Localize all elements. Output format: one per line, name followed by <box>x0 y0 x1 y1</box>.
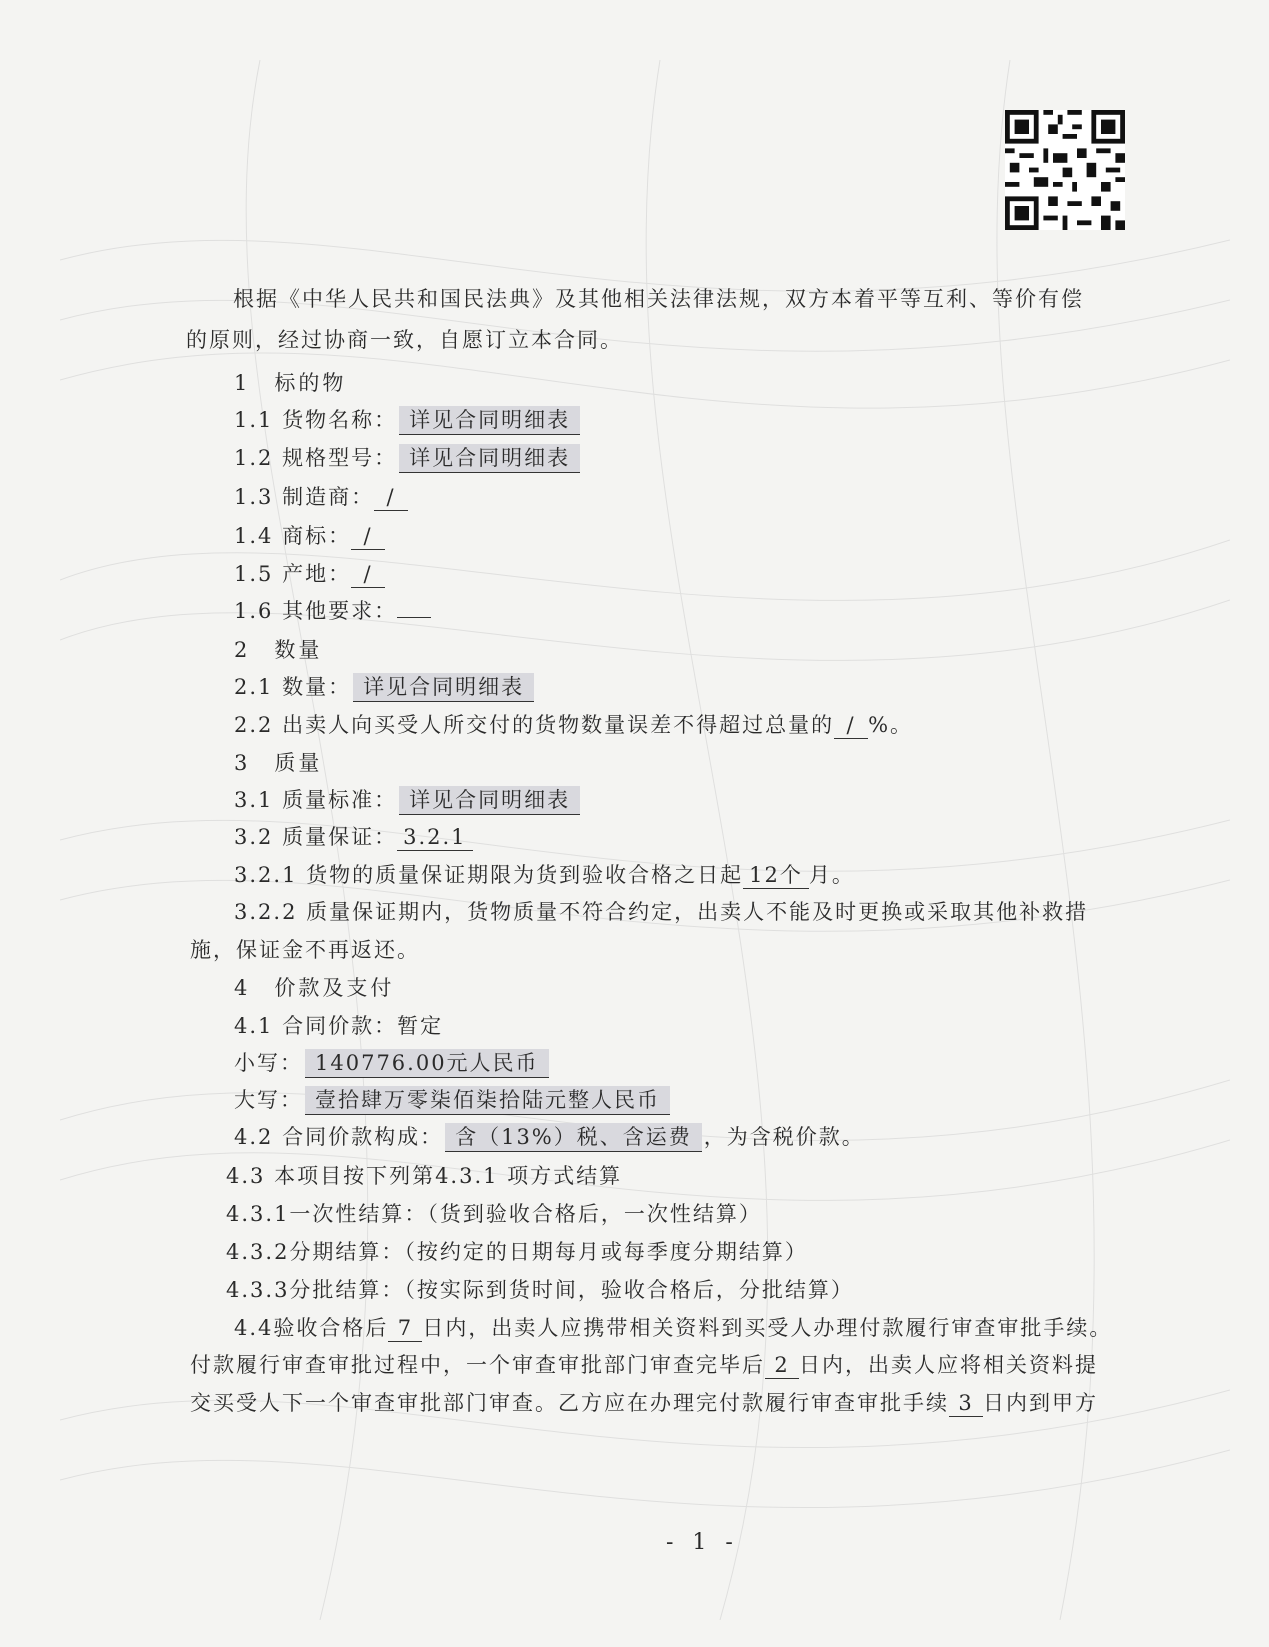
item-1-4-label: 1.4 商标： <box>234 524 352 548</box>
item-1-6-value <box>397 617 431 618</box>
item-4-2-suffix: ，为含税价款。 <box>703 1125 865 1149</box>
item-1-1 <box>234 405 582 435</box>
item-1-2 <box>234 443 582 473</box>
page-number: - 1 - <box>666 1530 739 1555</box>
item-4-4-text-b: 日内，出卖人应携带相关资料到买受人办理付款履行审查审批手续。 <box>422 1316 1113 1340</box>
item-3-2-1 <box>234 860 855 890</box>
item-1-3 <box>234 482 408 512</box>
item-2-2 <box>234 710 913 740</box>
item-4-1: 4.1 合同价款：暂定 <box>234 1014 444 1038</box>
item-4-3-3: 4.3.3分批结算：（按实际到货时间，验收合格后，分批结算） <box>226 1278 854 1302</box>
intro-line-2: 的原则，经过协商一致，自愿订立本合同。 <box>186 328 623 352</box>
item-1-4 <box>234 521 385 551</box>
item-4-4-text-a: 4.4验收合格后 <box>234 1316 389 1340</box>
item-1-5 <box>234 559 385 589</box>
item-2-2-suffix: %。 <box>868 713 914 737</box>
item-3-1 <box>234 785 582 815</box>
item-4-2 <box>234 1122 865 1152</box>
qr-code <box>1005 110 1125 230</box>
item-4-4-days-1: 7 <box>388 1315 422 1342</box>
item-2-1 <box>234 672 536 702</box>
price-uppercase-value: 壹拾肆万零柒佰柒拾陆元整人民币 <box>305 1086 670 1115</box>
item-1-3-value: / <box>374 484 408 511</box>
item-4-3-1: 4.3.1一次性结算：（货到验收合格后，一次性结算） <box>226 1202 762 1226</box>
item-4-4-line-1 <box>234 1313 1112 1343</box>
section-2-title: 2 数量 <box>234 638 323 662</box>
item-3-1-label: 3.1 质量标准： <box>234 788 398 812</box>
item-1-6 <box>234 596 431 626</box>
item-3-2-1-text: 3.2.1 货物的质量保证期限为货到验收合格之日起 <box>234 863 744 887</box>
item-4-2-value: 含（13%）税、含运费 <box>445 1123 702 1152</box>
item-3-2-2-line-2: 施，保证金不再返还。 <box>190 938 420 962</box>
price-lowercase-value: 140776.00元人民币 <box>305 1049 549 1078</box>
item-1-2-value: 详见合同明细表 <box>399 444 580 473</box>
item-4-4-days-2: 2 <box>765 1352 799 1379</box>
item-4-4-days-3: 3 <box>949 1390 983 1417</box>
item-3-2-1-suffix: 月。 <box>808 863 855 887</box>
item-3-2-label: 3.2 质量保证： <box>234 825 398 849</box>
price-uppercase <box>234 1085 672 1115</box>
item-3-1-value: 详见合同明细表 <box>399 786 580 815</box>
section-4-title: 4 价款及支付 <box>234 976 395 1000</box>
section-1-title: 1 标的物 <box>234 371 347 395</box>
intro-line-1: 根据《中华人民共和国民法典》及其他相关法律法规，双方本着平等互利、等价有偿 <box>233 287 1084 311</box>
item-1-4-value: / <box>351 523 385 550</box>
item-2-1-label: 2.1 数量： <box>234 675 352 699</box>
item-4-4-text-c: 付款履行审查审批过程中，一个审查审批部门审查完毕后 <box>190 1353 765 1377</box>
item-1-1-label: 1.1 货物名称： <box>234 408 398 432</box>
item-1-5-label: 1.5 产地： <box>234 562 352 586</box>
item-3-2-1-value: 12个 <box>743 862 809 889</box>
item-4-4-text-f: 日内到甲方 <box>983 1391 1098 1415</box>
item-1-5-value: / <box>351 561 385 588</box>
item-4-4-text-e: 交买受人下一个审查审批部门审查。乙方应在办理完付款履行审查审批手续 <box>190 1391 949 1415</box>
price-uppercase-label: 大写： <box>234 1088 303 1112</box>
item-1-1-value: 详见合同明细表 <box>399 406 580 435</box>
item-4-2-label: 4.2 合同价款构成： <box>234 1125 444 1149</box>
section-3-title: 3 质量 <box>234 751 323 775</box>
item-3-2 <box>234 822 473 852</box>
price-lowercase <box>234 1048 551 1078</box>
price-lowercase-label: 小写： <box>234 1051 303 1075</box>
item-4-3-2: 4.3.2分期结算：（按约定的日期每月或每季度分期结算） <box>226 1240 808 1264</box>
item-3-2-value: 3.2.1 <box>397 824 472 851</box>
item-4-4-line-3 <box>190 1388 1098 1418</box>
item-4-3: 4.3 本项目按下列第4.3.1 项方式结算 <box>226 1164 623 1188</box>
item-1-2-label: 1.2 规格型号： <box>234 446 398 470</box>
item-2-2-value: / <box>834 712 868 739</box>
item-1-3-label: 1.3 制造商： <box>234 485 375 509</box>
item-4-4-line-2 <box>190 1350 1098 1380</box>
item-3-2-2-line-1: 3.2.2 质量保证期内，货物质量不符合约定，出卖人不能及时更换或采取其他补救措 <box>234 900 1089 924</box>
item-2-1-value: 详见合同明细表 <box>353 673 534 702</box>
item-1-6-label: 1.6 其他要求： <box>234 599 398 623</box>
item-2-2-text: 2.2 出卖人向买受人所交付的货物数量误差不得超过总量的 <box>234 713 835 737</box>
item-4-4-text-d: 日内，出卖人应将相关资料提 <box>799 1353 1098 1377</box>
